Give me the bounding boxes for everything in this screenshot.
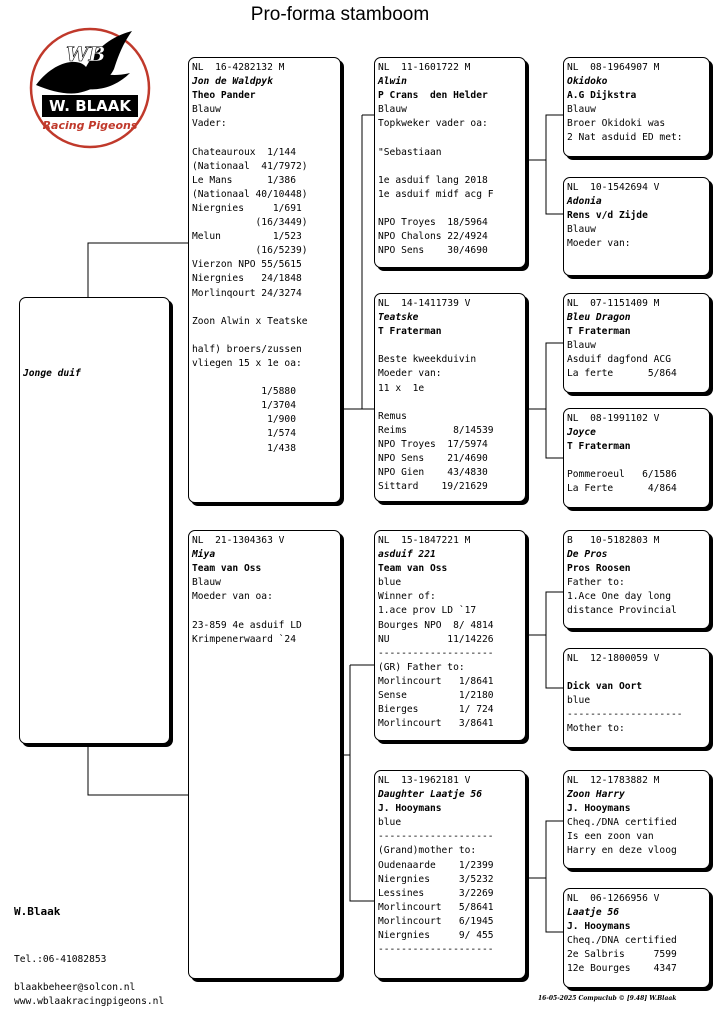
card-line: Blauw: [378, 104, 407, 116]
pigeon-name: Bleu Dragon: [567, 312, 631, 324]
dam-dam-sire-card[interactable]: [563, 770, 710, 869]
pigeon-name: Okidoko: [567, 76, 608, 88]
card-line: --------------------: [567, 709, 683, 721]
logo-brand: W. BLAAK: [48, 97, 132, 115]
breeder-name: J. Hooymans: [567, 803, 631, 815]
page-title: Pro-forma stamboom: [250, 4, 430, 25]
dam-dam-dam-card[interactable]: [563, 888, 710, 988]
card-line: [378, 202, 525, 216]
card-line: (16/5239): [192, 245, 308, 257]
card-line: --------------------: [378, 831, 494, 843]
pigeon-name: Daughter Laatje 56: [378, 789, 482, 801]
print-meta: 16-05-2025 Compuclub © [9.48] W.Blaak: [538, 995, 677, 1002]
logo-tagline: Racing Pigeons: [42, 119, 138, 132]
subject-label: Jonge duif: [23, 368, 81, 380]
card-line: NPO Sens 21/4690: [378, 453, 488, 465]
card-line: Vader:: [192, 118, 227, 130]
card-line: [192, 131, 340, 145]
card-line: 1/574: [192, 428, 296, 440]
pigeon-name: Miya: [192, 549, 216, 561]
card-line: 23-859 4e asduif LD: [192, 619, 302, 631]
card-line: Harry en deze vloog: [567, 845, 677, 857]
card-line: Cheq./DNA certified: [567, 817, 677, 829]
card-line: 1/3704: [192, 400, 296, 412]
card-line: [378, 160, 525, 174]
card-line: (GR) Father to:: [378, 661, 465, 673]
card-line: Le Mans 1/386: [192, 174, 296, 186]
card-line: blue: [378, 577, 402, 589]
breeder-name: J. Hooymans: [567, 921, 631, 933]
ring-number: B 10-5182803 M: [567, 535, 660, 546]
dam-card[interactable]: [188, 530, 341, 979]
card-line: Zoon Alwin x Teatske: [192, 315, 308, 327]
breeder-name: P Crans den Helder: [378, 90, 488, 102]
sire-sire-dam-card[interactable]: [563, 177, 710, 276]
pigeon-name: Adonia: [567, 196, 602, 208]
card-line: "Sebastiaan: [378, 146, 442, 158]
dam-sire-dam-card[interactable]: [563, 648, 710, 748]
card-line: Blauw: [192, 104, 221, 116]
card-line: Pommeroeul 6/1586: [567, 469, 677, 481]
card-line: Cheq./DNA certified: [567, 935, 677, 947]
ring-number: NL 06-1266956 V: [567, 893, 660, 904]
card-line: Sense 1/2180: [378, 690, 494, 702]
footer-email[interactable]: blaakbeheer@solcon.nl: [14, 982, 136, 993]
ring-number: NL 07-1151409 M: [567, 298, 660, 309]
dam-dam-card[interactable]: [374, 770, 526, 979]
footer-website[interactable]: www.wblaakracingpigeons.nl: [14, 996, 165, 1007]
card-line: Niergnies 9/ 455: [378, 930, 494, 942]
card-line: Blauw: [567, 340, 596, 352]
card-line: 1/438: [192, 442, 296, 454]
card-line: Moeder van:: [378, 368, 442, 380]
card-line: Reims 8/14539: [378, 424, 494, 436]
card-line: [378, 396, 525, 410]
ring-number: NL 16-4282132 M: [192, 62, 285, 73]
ring-number: NL 12-1800059 V: [567, 653, 660, 664]
breeder-name: Team van Oss: [192, 563, 262, 575]
card-line: --------------------: [378, 944, 494, 956]
card-line: [378, 339, 525, 353]
card-line: 1.Ace One day long: [567, 591, 671, 603]
card-line: Bierges 1/ 724: [378, 704, 494, 716]
subject-card: [19, 297, 170, 744]
card-line: blue: [378, 817, 402, 829]
card-line: Niergnies 1/691: [192, 202, 302, 214]
sire-sire-sire-card[interactable]: [563, 57, 710, 157]
pigeon-name: De Pros: [567, 549, 608, 561]
ring-number: NL 15-1847221 M: [378, 535, 471, 546]
card-line: Father to:: [567, 577, 625, 589]
sire-sire-card[interactable]: [374, 57, 526, 268]
card-line: NPO Chalons 22/4924: [378, 231, 488, 243]
card-line: (Nationaal 41/7972): [192, 160, 308, 172]
card-line: Bourges NPO 8/ 4814: [378, 619, 494, 631]
breeder-name: Pros Roosen: [567, 563, 631, 575]
card-line: (Grand)mother to:: [378, 845, 477, 857]
card-line: Asduif dagfond ACG: [567, 354, 671, 366]
card-line: 1.ace prov LD `17: [378, 605, 477, 617]
card-line: Niergnies 24/1848: [192, 273, 302, 285]
card-line: [567, 666, 709, 680]
card-line: blue: [567, 695, 591, 707]
card-line: Morlincourt 1/8641: [378, 675, 494, 687]
breeder-name: A.G Dijkstra: [567, 90, 637, 102]
card-line: Moeder van:: [567, 238, 631, 250]
pigeon-name: Joyce: [567, 427, 596, 439]
card-line: Morlincourt 6/1945: [378, 915, 494, 927]
ring-number: NL 08-1991102 V: [567, 413, 660, 424]
breeder-name: Rens v/d Zijde: [567, 210, 648, 222]
card-line: Moeder van oa:: [192, 591, 273, 603]
sire-dam-sire-card[interactable]: [563, 293, 710, 393]
card-line: [192, 371, 340, 385]
card-line: Melun 1/523: [192, 231, 302, 243]
card-line: Blauw: [567, 224, 596, 236]
footer-tel: Tel.:06-41082853: [14, 954, 107, 965]
card-line: Morlincourt 3/8641: [378, 718, 494, 730]
card-line: Lessines 3/2269: [378, 887, 494, 899]
sire-dam-card[interactable]: [374, 293, 526, 502]
card-line: Blauw: [192, 577, 221, 589]
logo-initials: WB: [66, 42, 106, 66]
card-line: 11 x 1e: [378, 382, 425, 394]
pigeon-name: Laatje 56: [567, 907, 619, 919]
card-line: Remus: [378, 410, 407, 422]
pigeon-name: Teatske: [378, 312, 419, 324]
sire-card[interactable]: [188, 57, 341, 503]
card-line: Blauw: [567, 104, 596, 116]
card-line: NPO Troyes 18/5964: [378, 217, 488, 229]
card-line: NU 11/14226: [378, 633, 494, 645]
ring-number: NL 14-1411739 V: [378, 298, 471, 309]
breeder-name: Dick van Oort: [567, 681, 643, 693]
dam-sire-card[interactable]: [374, 530, 526, 741]
footer-name: W.Blaak: [14, 905, 61, 918]
card-line: 12e Bourges 4347: [567, 963, 677, 975]
card-line: Morlinqourt 24/3274: [192, 287, 302, 299]
card-line: Chateauroux 1/144: [192, 146, 296, 158]
card-line: half) broers/zussen: [192, 343, 302, 355]
pigeon-name: Alwin: [378, 76, 407, 88]
pigeon-name: Zoon Harry: [567, 789, 625, 801]
card-line: Broer Okidoki was: [567, 118, 666, 130]
card-line: 1/900: [192, 414, 296, 426]
pigeon-name: Jon de Waldpyk: [192, 76, 273, 88]
ring-number: NL 08-1964907 M: [567, 62, 660, 73]
card-line: Mother to:: [567, 723, 625, 735]
card-line: Is een zoon van: [567, 831, 654, 843]
ring-number: NL 12-1783882 M: [567, 775, 660, 786]
card-line: NPO Gien 43/4830: [378, 467, 488, 479]
card-line: --------------------: [378, 647, 494, 659]
card-line: NPO Troyes 17/5974: [378, 438, 488, 450]
card-line: vliegen 15 x 1e oa:: [192, 357, 302, 369]
breeder-name: T Fraterman: [378, 326, 442, 338]
breeder-name: Team van Oss: [378, 563, 448, 575]
breeder-name: Theo Pander: [192, 90, 256, 102]
card-line: [192, 301, 340, 315]
card-line: Sittard 19/21629: [378, 481, 488, 493]
card-line: [192, 329, 340, 343]
card-line: NPO Sens 30/4690: [378, 245, 488, 257]
card-line: Beste kweekduivin: [378, 354, 477, 366]
card-line: Topkweker vader oa:: [378, 118, 488, 130]
card-line: Niergnies 3/5232: [378, 873, 494, 885]
card-line: 1e asduif midf acg F: [378, 188, 494, 200]
pigeon-name: asduif 221: [378, 549, 436, 561]
card-line: La Ferte 4/864: [567, 483, 677, 495]
card-line: Morlincourt 5/8641: [378, 901, 494, 913]
card-line: [378, 131, 525, 145]
card-line: 2 Nat asduid ED met:: [567, 132, 683, 144]
card-line: [192, 604, 340, 618]
card-line: (16/3449): [192, 217, 308, 229]
ring-number: NL 13-1962181 V: [378, 775, 471, 786]
dam-sire-sire-card[interactable]: [563, 530, 710, 629]
card-line: Oudenaarde 1/2399: [378, 859, 494, 871]
card-line: distance Provincial: [567, 605, 677, 617]
card-line: La ferte 5/864: [567, 368, 677, 380]
ring-number: NL 21-1304363 V: [192, 535, 285, 546]
card-line: 2e Salbris 7599: [567, 949, 677, 961]
card-line: Winner of:: [378, 591, 436, 603]
sire-dam-dam-card[interactable]: [563, 408, 710, 508]
breeder-name: T Fraterman: [567, 326, 631, 338]
card-line: (Nationaal 40/10448): [192, 188, 308, 200]
card-line: 1/5880: [192, 386, 296, 398]
ring-number: NL 11-1601722 M: [378, 62, 471, 73]
card-line: [567, 454, 709, 468]
breeder-name: J. Hooymans: [378, 803, 442, 815]
ring-number: NL 10-1542694 V: [567, 182, 660, 193]
card-line: Vierzon NPO 55/5615: [192, 259, 302, 271]
breeder-name: T Fraterman: [567, 441, 631, 453]
card-line: 1e asduif lang 2018: [378, 174, 488, 186]
card-line: Krimpenerwaard `24: [192, 633, 296, 645]
